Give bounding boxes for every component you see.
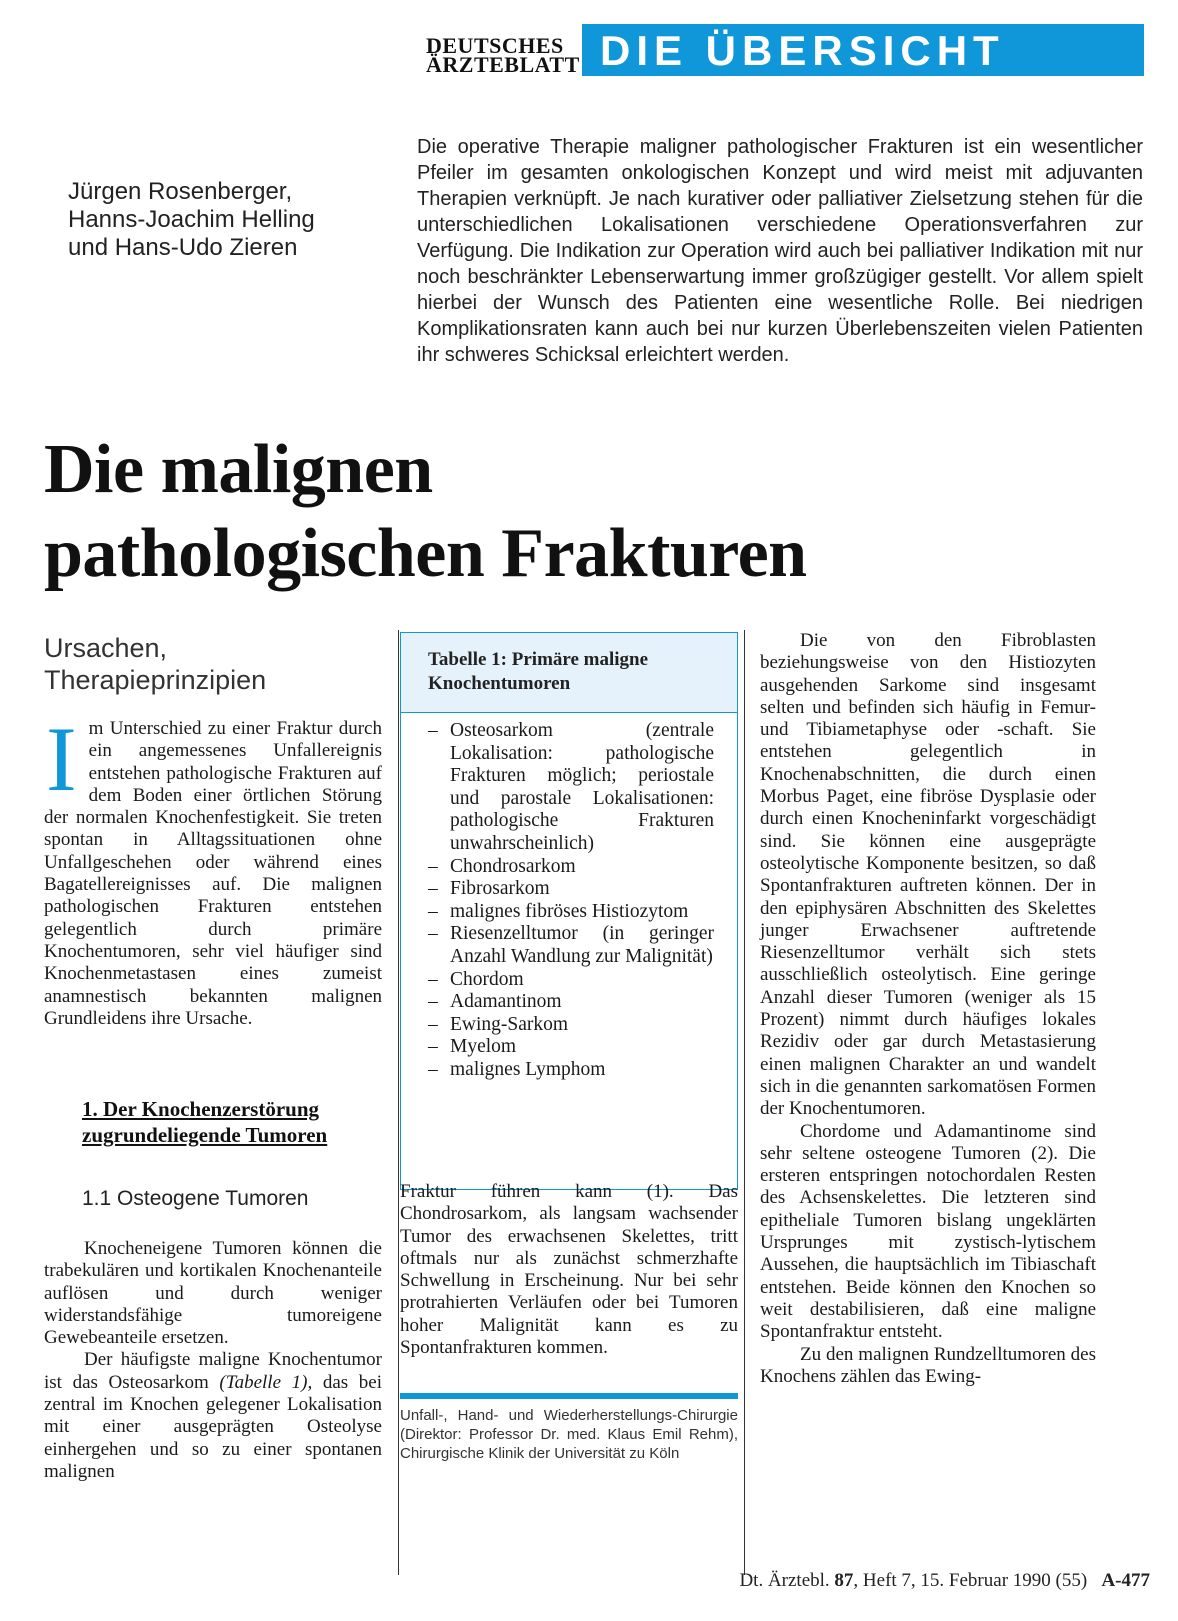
dash-bullet: – [428, 1013, 438, 1035]
author-line: Jürgen Rosenberger, [68, 178, 293, 205]
brand-line-2: ÄRZTEBLATT [426, 52, 580, 77]
title-line-1: Die malignen [44, 431, 433, 508]
journal-brand [426, 33, 580, 77]
dash-bullet: – [428, 923, 438, 945]
list-item [428, 923, 714, 968]
author-list [68, 178, 388, 262]
list-item [428, 991, 714, 1014]
dash-bullet: – [428, 900, 438, 922]
body-text-block [760, 630, 1096, 1388]
article-subtitle [44, 632, 384, 696]
list-item-text: Adamantinom [450, 991, 562, 1013]
author-line: und Hans-Udo Zieren [68, 234, 298, 261]
page-number: A-477 [1101, 1570, 1150, 1591]
list-item [428, 856, 714, 879]
list-item [428, 878, 714, 901]
dash-bullet: – [428, 991, 438, 1013]
column-divider [744, 630, 745, 1575]
list-item [428, 1036, 714, 1059]
dash-bullet: – [428, 968, 438, 990]
author-line: Hanns-Joachim Helling [68, 206, 315, 233]
list-item-text: Fibrosarkom [450, 878, 550, 900]
volume-number: 87 [834, 1570, 854, 1591]
list-item [428, 901, 714, 924]
subtitle-line-1: Ursachen, [44, 633, 168, 663]
body-paragraph: Fraktur führen kann (1). Das Chondrosarkom, als langsam wachsender Tumor des erwachsenen Skelettes, tritt oftmals nur als zunächst schmerzhafte Schwellung in Erscheinung. Nur bei sehr protrahierten Verläufen oder bei Tumoren hoher Malignität kann es zu Spontanfrakturen kommen. [400, 1181, 738, 1359]
issue-info: , Heft 7, 15. Februar 1990 (55) [853, 1570, 1088, 1591]
body-paragraph [44, 1349, 382, 1483]
page-footer [560, 1570, 1150, 1592]
tumor-list [428, 720, 714, 1082]
article-title [44, 428, 1154, 596]
dash-bullet: – [428, 1036, 438, 1058]
list-item-text: malignes fibröses Histiozytom [450, 900, 689, 922]
section-label: DIE ÜBERSICHT [600, 27, 1005, 74]
body-text-block [400, 1181, 738, 1359]
dash-bullet: – [428, 1058, 438, 1080]
brand-line-1: DEUTSCHES [426, 33, 564, 58]
drop-cap: I [46, 708, 77, 810]
affiliation-rule [400, 1393, 738, 1399]
body-paragraph: Die von den Fibroblasten beziehungsweise von den Histiozyten ausgehenden Sarkome sind insgesamt selten und befinden sich häufig in Femur- und Tibiametaphyse oder -schaft. Sie entstehen gelegentlich in Knochenabschnitten, die durch einen Morbus Paget, eine fibröse Dysplasie oder durch einen Knocheninfarkt vorgeschädigt sind. Sie können eine ausgeprägte osteolytische Komponente besitzen, so daß Spontanfrakturen auftreten können. Der in den epiphysären Abschnitten des Skelettes junger Erwachsener auftretende Riesenzelltumor verhält sich stets ausschließlich osteolytisch. Eine geringe Anzahl dieser Tumoren (weniger als 15 Prozent) nimmt durch häufiges lokales Rezidiv oder gar durch Metastasierung einen malignen Charakter an und wandelt sich in die genannten sarkomatösen Formen der Knochentumoren. [760, 630, 1096, 1120]
paragraph-text: das bei zentral im Knochen gelegener Lokalisation mit einer ausgeprägten Osteolyse einhergehen und so zu einer spontanen malignen [44, 1371, 382, 1482]
dash-bullet: – [428, 855, 438, 877]
body-paragraph: Zu den malignen Rundzelltumoren des Knochens zählen das Ewing- [760, 1343, 1096, 1387]
body-paragraph: Chordome und Adamantinome sind sehr seltene osteogene Tumoren (2). Die ersteren entspringen notochordalen Resten des Achsenskelettes. Die letzteren sind epitheliale Tumoren bislang ungeklärten Ursprunges mit zystisch-lytischem Aussehen, die hauptsächlich im Tibiaschaft entstehen. Beide können den Knochen so weit destabilisieren, daß eine maligne Spontanfraktur entsteht. [760, 1120, 1096, 1343]
author-affiliation: Unfall-, Hand- und Wiederherstellungs-Chirurgie (Direktor: Professor Dr. med. Klaus Emil Rehm), Chirurgische Klinik der Universität zu Köln [400, 1407, 738, 1462]
list-item-text: Ewing-Sarkom [450, 1013, 569, 1035]
body-paragraph [44, 708, 382, 1030]
dash-bullet: – [428, 878, 438, 900]
list-item-text: malignes Lymphom [450, 1058, 606, 1080]
table-title: Tabelle 1: Primäre maligne Knochentumoren [428, 649, 649, 694]
subsection-heading: 1.1 Osteogene Tumoren [82, 1187, 309, 1210]
list-item [428, 1014, 714, 1037]
dash-bullet: – [428, 720, 438, 741]
table-reference: (Tabelle 1), [219, 1371, 313, 1393]
paragraph-text: m Unterschied zu einer Fraktur durch ein angemessenes Unfallereignis entstehen pathologische Frakturen auf dem Boden einer örtlichen Störung der normalen Knochenfestigkeit. Sie treten spontan in Alltagssituationen ohne Unfallgeschehen oder während eines Bagatellereignisses auf. Die malignen pathologischen Frakturen entstehen gelegentlich durch primäre Knochentumoren, sehr viel häufiger sind Knochenmetastasen eines zumeist anamnestisch bekannten malignen Grundleidens ihre Ursache. [44, 718, 382, 1029]
title-line-2: pathologischen Frakturen [44, 515, 807, 592]
body-text-block [44, 1238, 382, 1483]
subtitle-line-2: Therapieprinzipien [44, 665, 267, 695]
paragraph-text: Der häufigste maligne Knochentumor ist das Osteosarkom [44, 1349, 382, 1393]
journal-abbrev: Dt. Ärztebl. [739, 1570, 830, 1591]
list-item-text: Chordom [450, 968, 524, 990]
column-divider [398, 630, 399, 1575]
list-item-text: Riesenzelltumor (in geringer Anzahl Wandlung zur Malignität) [450, 923, 714, 967]
list-item-text: Chondrosarkom [450, 855, 576, 877]
body-paragraph: Knocheneigene Tumoren können die trabekulären und kortikalen Knochenanteile auflösen und durch weniger widerstandsfähige tumoreigene Gewebeanteile ersetzen. [44, 1238, 382, 1349]
list-item [428, 720, 714, 856]
list-item [428, 969, 714, 992]
list-item [428, 1059, 714, 1082]
section-heading: 1. Der Knochenzerstörung zugrundeliegende Tumoren [82, 1097, 328, 1147]
article-abstract: Die operative Therapie maligner pathologischer Frakturen ist ein wesentlicher Pfeiler im gesamten onkologischen Konzept und wird meist mit adjuvanten Therapien verknüpft. Je nach kurativer oder palliativer Zielsetzung stehen für die unterschiedlichen Lokalisationen verschiedene Operationsverfahren zur Verfügung. Die Indikation zur Operation wird auch bei palliativer Indikation mit nur noch beschränkter Lebenserwartung immer großzügiger gestellt. Vor allem spielt hierbei der Wunsch des Patienten eine wesentliche Rolle. Bei niedrigen Komplikationsraten kann auch bei nur kurzen Überlebenszeiten vielen Patienten ihr schweres Schicksal erleichtert werden. [417, 136, 1143, 366]
list-item-text: Osteosarkom (zentrale Lokalisation: pathologische Frakturen möglich; periostale und parostale Lokalisationen: pathologische Frakturen unwahrscheinlich) [450, 720, 714, 854]
list-item-text: Myelom [450, 1036, 517, 1058]
